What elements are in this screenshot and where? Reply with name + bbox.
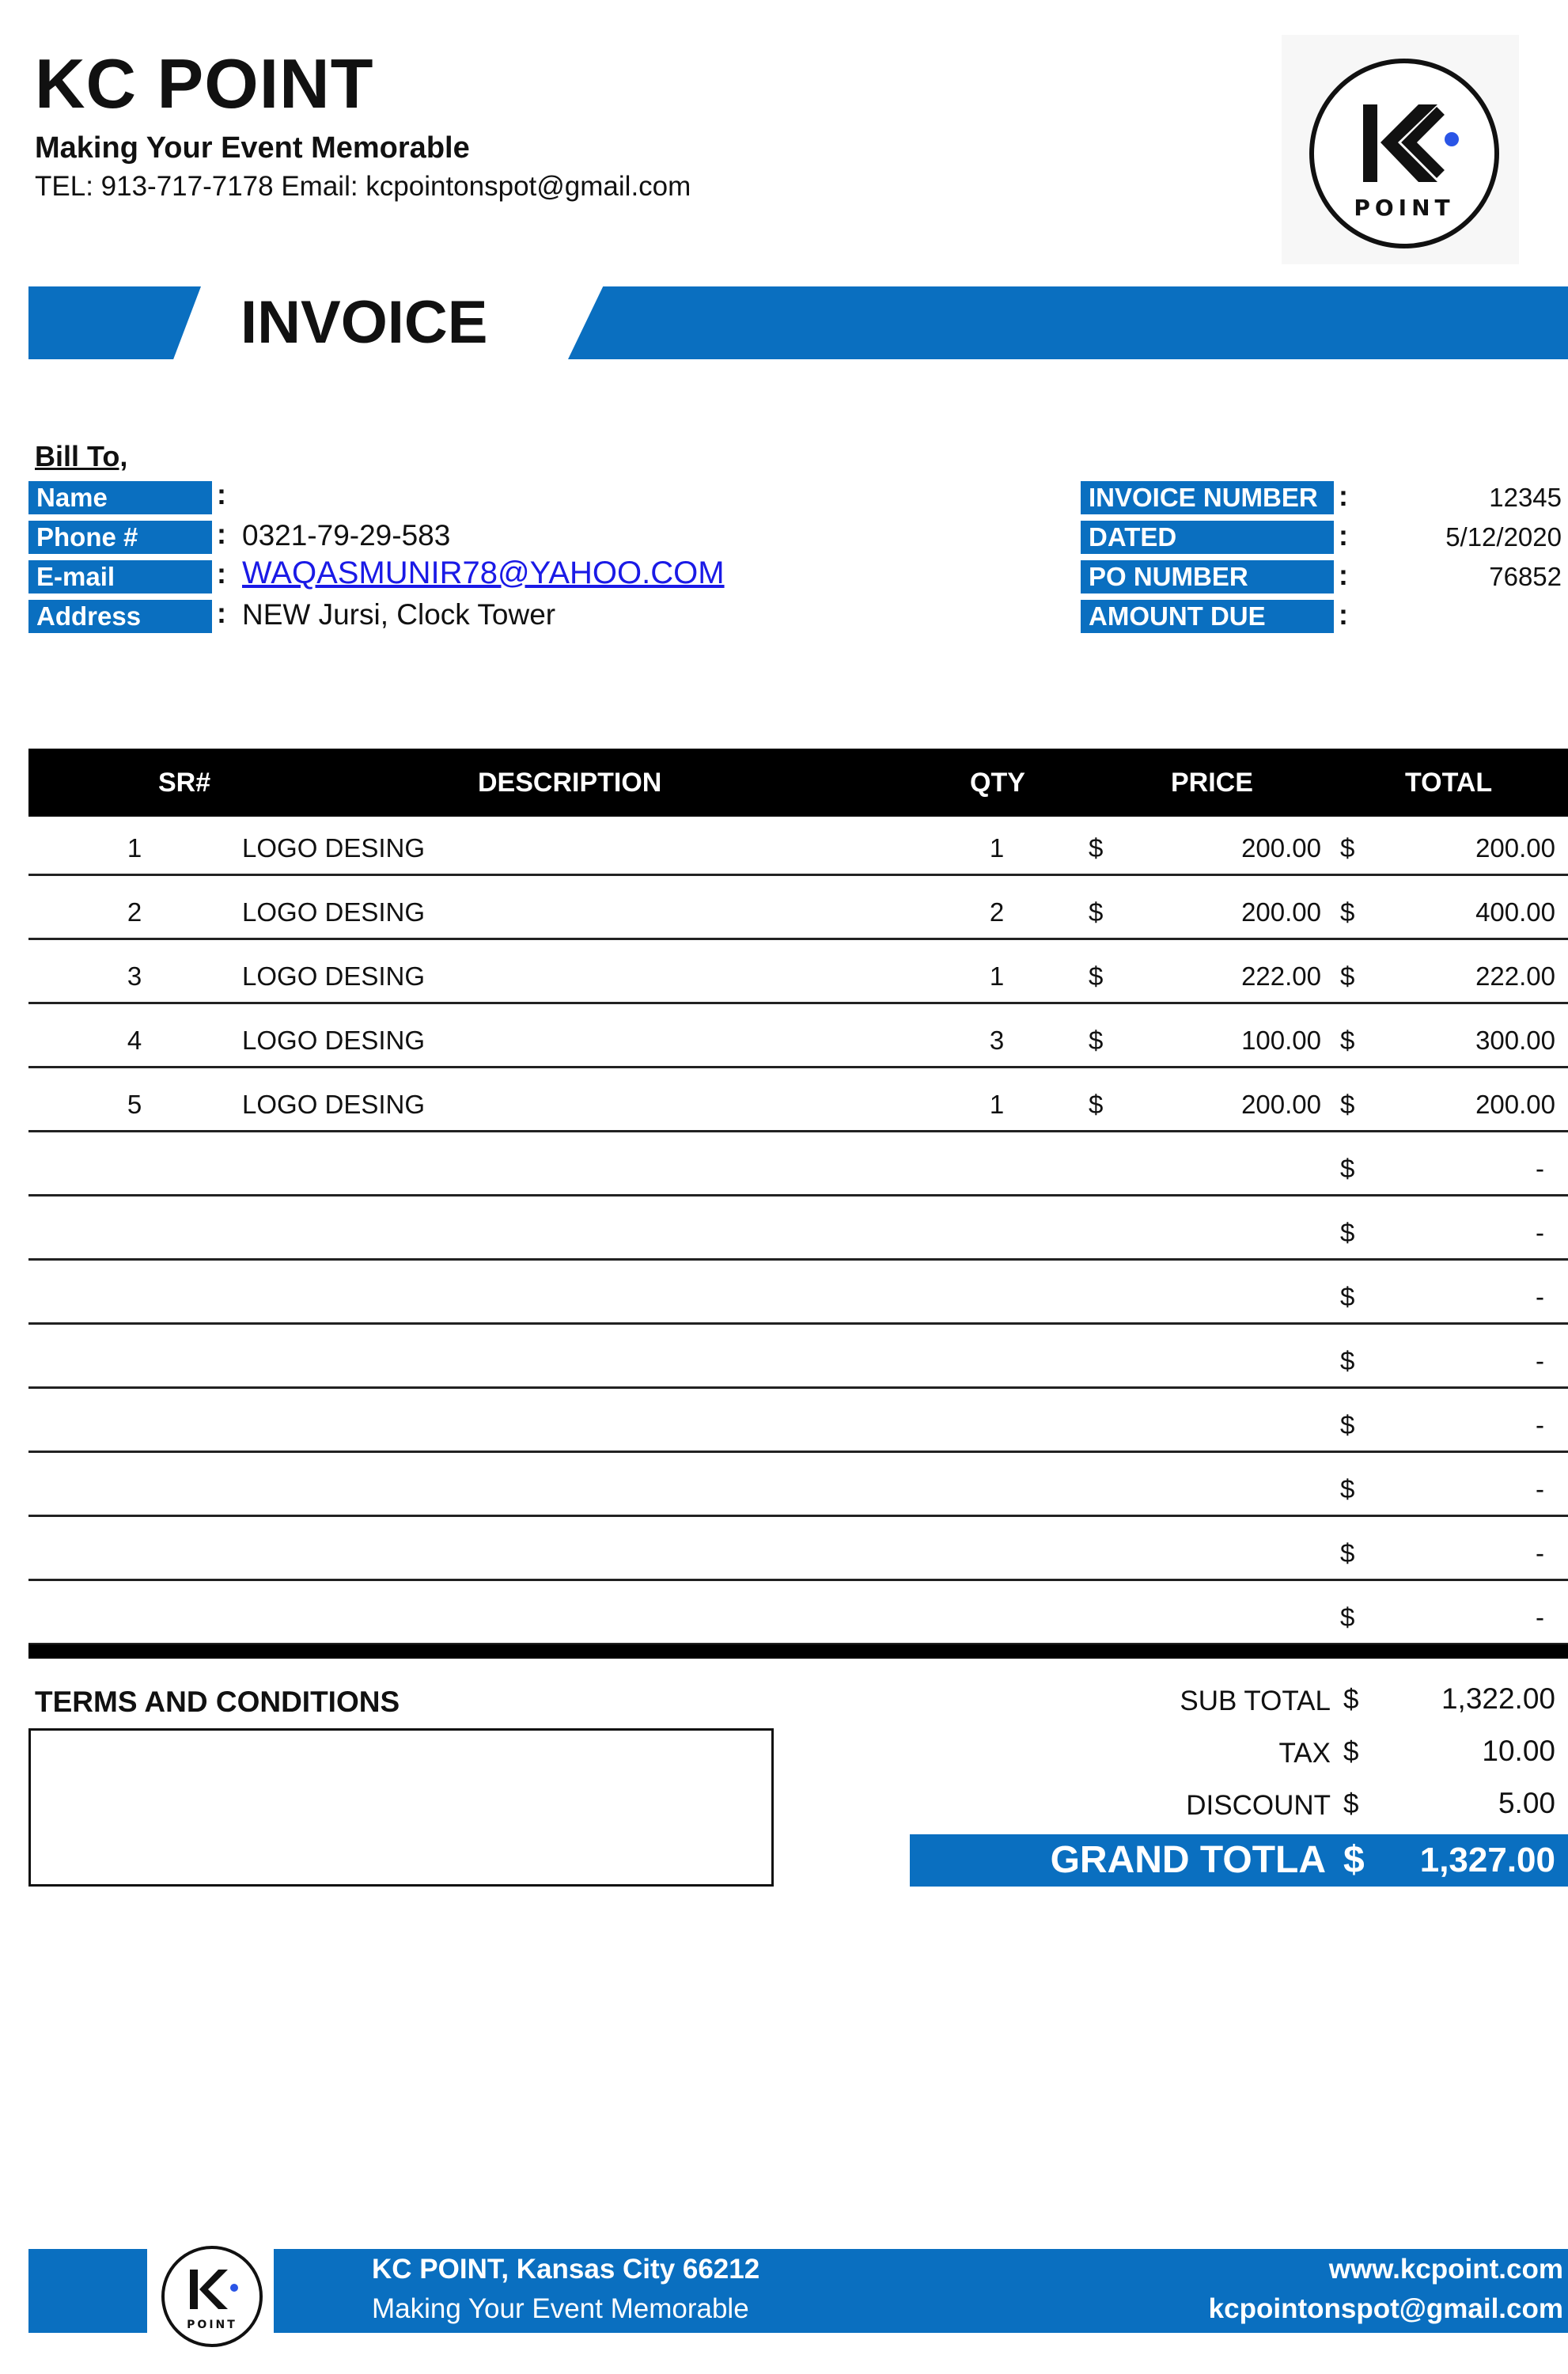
grand-total-label: GRAND TOTLA <box>1050 1839 1326 1881</box>
cell-total: 200.00 <box>1475 1090 1555 1119</box>
cell-total: 200.00 <box>1475 833 1555 863</box>
address-value: NEW Jursi, Clock Tower <box>242 598 556 631</box>
phone-colon: : <box>217 518 226 550</box>
cell-total-currency: $ <box>1340 833 1355 863</box>
cell-description: LOGO DESING <box>242 833 426 863</box>
cell-total-currency: $ <box>1340 1410 1355 1439</box>
discount-value: 5.00 <box>1498 1787 1555 1819</box>
invoice-number-label: INVOICE NUMBER <box>1081 481 1334 514</box>
cell-total-currency: $ <box>1340 1218 1355 1247</box>
cell-total: 400.00 <box>1475 897 1555 927</box>
row-divider <box>28 1194 1568 1196</box>
cell-total-currency: $ <box>1340 961 1355 991</box>
po-number-colon: : <box>1339 559 1348 591</box>
footer-address: KC POINT, Kansas City 66212 <box>372 2254 760 2285</box>
cell-total: - <box>1536 1154 1544 1183</box>
amount-due-label: AMOUNT DUE <box>1081 600 1334 633</box>
logo-circle <box>1309 59 1499 248</box>
row-divider <box>28 938 1568 940</box>
subtotal-value: 1,322.00 <box>1441 1682 1555 1715</box>
email-label: E-mail <box>28 560 212 594</box>
terms-title: TERMS AND CONDITIONS <box>35 1686 400 1718</box>
row-divider <box>28 1258 1568 1261</box>
cell-price-currency: $ <box>1089 1026 1104 1055</box>
cell-qty: 1 <box>989 961 1005 991</box>
name-label: Name <box>28 481 212 514</box>
cell-total: - <box>1536 1410 1544 1439</box>
table-bottom-rule <box>28 1644 1568 1659</box>
kc-footer-logo-icon <box>165 2249 259 2344</box>
logo-word: POINT <box>1354 195 1455 221</box>
invoice-number-colon: : <box>1339 480 1348 512</box>
cell-total-currency: $ <box>1340 1346 1355 1375</box>
cell-price: 222.00 <box>1241 961 1321 991</box>
col-sr: SR# <box>158 768 211 798</box>
cell-price-currency: $ <box>1089 833 1104 863</box>
cell-total-currency: $ <box>1340 1026 1355 1055</box>
col-description: DESCRIPTION <box>478 768 662 798</box>
subtotal-label: SUB TOTAL <box>1180 1686 1331 1716</box>
invoice-number-value: 12345 <box>1489 483 1562 512</box>
grand-total-value: 1,327.00 <box>1419 1841 1555 1879</box>
cell-price-currency: $ <box>1089 1090 1104 1119</box>
company-name: KC POINT <box>35 44 374 123</box>
cell-total: 300.00 <box>1475 1026 1555 1055</box>
cell-total-currency: $ <box>1340 1474 1355 1504</box>
cell-price-currency: $ <box>1089 961 1104 991</box>
cell-sr: 1 <box>127 833 142 863</box>
company-logo <box>1282 35 1519 264</box>
cell-total-currency: $ <box>1340 1154 1355 1183</box>
kc-logo-icon <box>1314 63 1494 244</box>
footer-logo-word: POINT <box>187 2319 237 2331</box>
cell-price-currency: $ <box>1089 897 1104 927</box>
subtotal-currency: $ <box>1343 1684 1359 1715</box>
bill-to-heading: Bill To, <box>35 440 128 472</box>
cell-price: 200.00 <box>1241 833 1321 863</box>
cell-description: LOGO DESING <box>242 1090 426 1119</box>
cell-sr: 4 <box>127 1026 142 1055</box>
col-price: PRICE <box>1171 768 1253 798</box>
cell-qty: 3 <box>989 1026 1005 1055</box>
phone-label: Phone # <box>28 521 212 554</box>
cell-qty: 2 <box>989 897 1005 927</box>
footer-logo <box>161 2246 263 2347</box>
title-band-right <box>568 286 1568 359</box>
cell-price: 200.00 <box>1241 1090 1321 1119</box>
invoice-title: INVOICE <box>241 289 488 356</box>
cell-sr: 2 <box>127 897 142 927</box>
cell-total: - <box>1536 1474 1544 1504</box>
terms-box[interactable] <box>28 1728 774 1887</box>
col-qty: QTY <box>970 768 1025 798</box>
cell-total-currency: $ <box>1340 897 1355 927</box>
cell-description: LOGO DESING <box>242 961 426 991</box>
po-number-label: PO NUMBER <box>1081 560 1334 594</box>
footer-band-left <box>28 2249 147 2333</box>
dated-colon: : <box>1339 519 1348 552</box>
cell-sr: 3 <box>127 961 142 991</box>
row-divider <box>28 1386 1568 1389</box>
dated-label: DATED <box>1081 521 1334 554</box>
col-total: TOTAL <box>1405 768 1493 798</box>
grand-total-currency: $ <box>1343 1839 1365 1881</box>
cell-price: 100.00 <box>1241 1026 1321 1055</box>
footer-website[interactable]: www.kcpoint.com <box>1328 2254 1563 2285</box>
cell-qty: 1 <box>989 1090 1005 1119</box>
dated-value: 5/12/2020 <box>1445 522 1562 552</box>
po-number-value: 76852 <box>1489 562 1562 591</box>
footer-email[interactable]: kcpointonspot@gmail.com <box>1208 2293 1563 2324</box>
row-divider <box>28 1130 1568 1132</box>
cell-total: - <box>1536 1346 1544 1375</box>
row-divider <box>28 1322 1568 1325</box>
company-tagline: Making Your Event Memorable <box>35 131 470 165</box>
tax-value: 10.00 <box>1482 1735 1555 1767</box>
cell-description: LOGO DESING <box>242 897 426 927</box>
tax-currency: $ <box>1343 1736 1359 1767</box>
email-link[interactable]: WAQASMUNIR78@YAHOO.COM <box>242 556 725 590</box>
name-colon: : <box>217 478 226 510</box>
row-divider <box>28 1066 1568 1068</box>
row-divider <box>28 1002 1568 1004</box>
cell-total-currency: $ <box>1340 1602 1355 1632</box>
phone-value: 0321-79-29-583 <box>242 519 451 552</box>
cell-total: - <box>1536 1282 1544 1311</box>
amount-due-colon: : <box>1339 598 1348 631</box>
cell-description: LOGO DESING <box>242 1026 426 1055</box>
row-divider <box>28 874 1568 876</box>
cell-sr: 5 <box>127 1090 142 1119</box>
cell-price: 200.00 <box>1241 897 1321 927</box>
row-divider <box>28 1579 1568 1581</box>
cell-total: 222.00 <box>1475 961 1555 991</box>
discount-currency: $ <box>1343 1788 1359 1819</box>
email-colon: : <box>217 557 226 590</box>
table-header <box>28 749 1568 817</box>
address-colon: : <box>217 597 226 629</box>
title-band-left <box>28 286 201 359</box>
row-divider <box>28 1515 1568 1517</box>
discount-label: DISCOUNT <box>1186 1790 1331 1821</box>
address-label: Address <box>28 600 212 633</box>
cell-total-currency: $ <box>1340 1090 1355 1119</box>
cell-total: - <box>1536 1538 1544 1568</box>
cell-total-currency: $ <box>1340 1282 1355 1311</box>
company-contact: TEL: 913-717-7178 Email: kcpointonspot@gmail.com <box>35 171 691 202</box>
row-divider <box>28 1451 1568 1453</box>
tax-label: TAX <box>1278 1738 1331 1769</box>
cell-total: - <box>1536 1602 1544 1632</box>
cell-total-currency: $ <box>1340 1538 1355 1568</box>
cell-qty: 1 <box>989 833 1005 863</box>
footer-tagline: Making Your Event Memorable <box>372 2293 749 2324</box>
cell-total: - <box>1536 1218 1544 1247</box>
